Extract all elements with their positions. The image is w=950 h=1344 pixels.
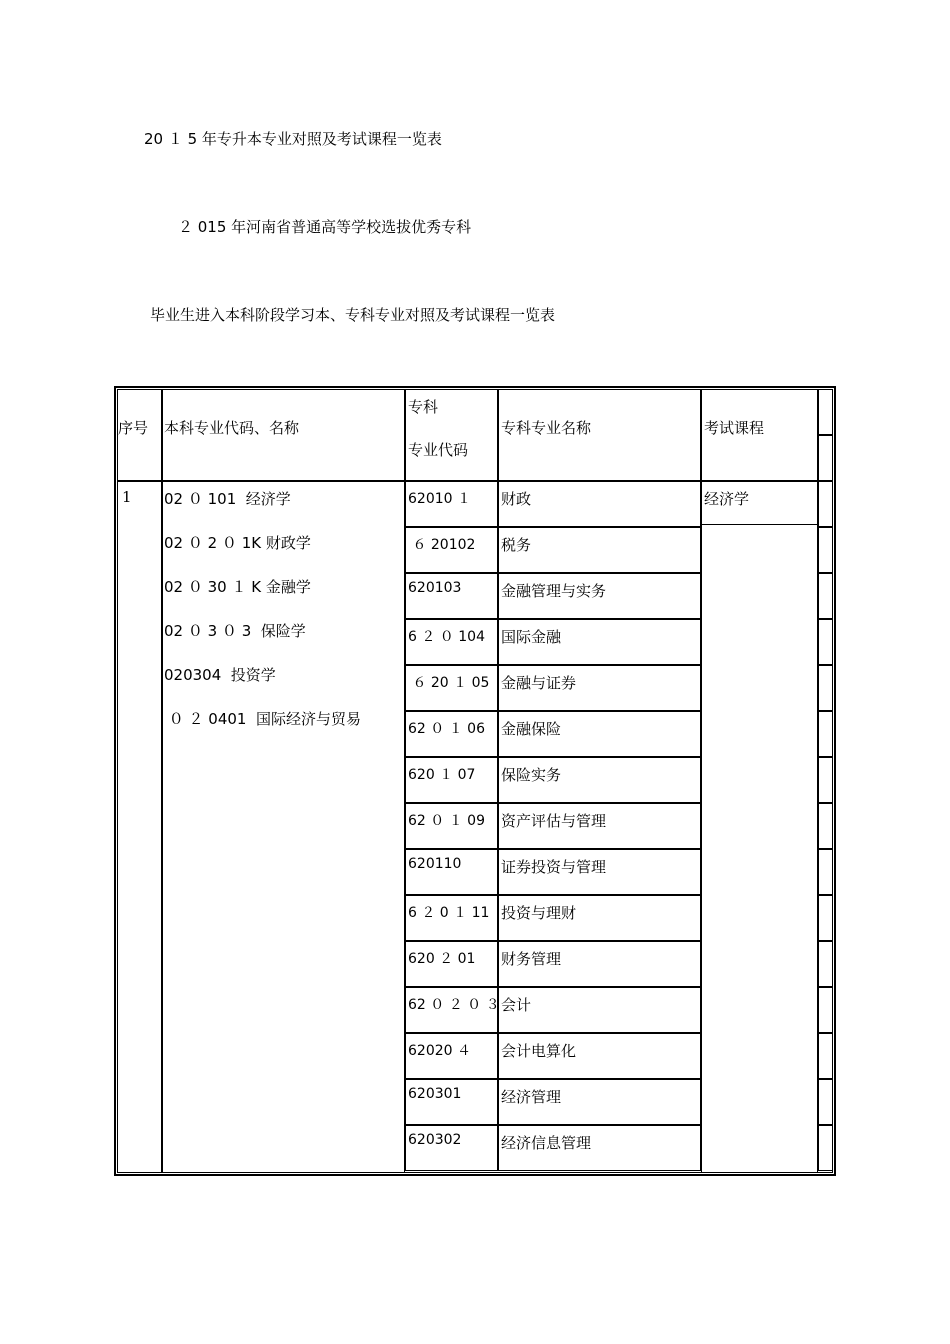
specialty-code: 620301: [408, 1086, 462, 1102]
right-strip-cell: [818, 573, 833, 619]
undergrad-major-item: 02 ０ 2 ０ 1K 财政学: [164, 534, 311, 552]
document-title: 20 １ 5 年专升本专业对照及考试课程一览表: [144, 130, 442, 148]
specialty-code: 6 ２ 0 １ 11: [408, 905, 490, 921]
specialty-code: 620110: [408, 856, 462, 872]
right-strip-cell: [818, 803, 833, 849]
document-subtitle-line-1: ２ 015 年河南省普通高等学校选拔优秀专科: [178, 218, 472, 236]
header-code-line1: 专科: [408, 398, 439, 416]
undergrad-major-item: 02 ０ 3 ０ 3 保险学: [164, 622, 306, 640]
right-strip-cell: [818, 895, 833, 941]
specialty-name: 税务: [501, 536, 532, 554]
group-seq: 1: [122, 488, 132, 506]
specialty-name: 经济信息管理: [501, 1134, 592, 1152]
specialty-code: 620 ２ 01: [408, 951, 476, 967]
right-strip-cell: [818, 481, 833, 527]
header-undergrad: 本科专业代码、名称: [164, 419, 300, 437]
specialty-code: 6 ２ ０ 104: [408, 629, 485, 645]
undergrad-major-item: 02 ０ 30 １ K 金融学: [164, 578, 311, 596]
undergrad-major-item: ０ ２ 0401 国际经济与贸易: [164, 710, 362, 728]
specialty-name: 经济管理: [501, 1088, 562, 1106]
specialty-name: 投资与理财: [501, 904, 577, 922]
specialty-name: 国际金融: [501, 628, 562, 646]
specialty-code: 62020 ４: [408, 1043, 471, 1059]
right-strip-cell: [818, 1079, 833, 1125]
document-subtitle-line-2: 毕业生进入本科阶段学习本、专科专业对照及考试课程一览表: [150, 306, 556, 324]
cell-seq: [117, 481, 162, 1173]
specialty-code: 62 ０ １ 06: [408, 721, 485, 737]
specialty-code: ６ 20 １ 05: [408, 675, 490, 691]
specialty-name: 财政: [501, 490, 532, 508]
specialty-name: 资产评估与管理: [501, 812, 607, 830]
header-exam: 考试课程: [704, 419, 765, 437]
specialty-name: 财务管理: [501, 950, 562, 968]
specialty-name: 会计电算化: [501, 1042, 577, 1060]
specialty-code: 62 ０ ２ ０ ３: [408, 997, 500, 1013]
header-name: 专科专业名称: [501, 419, 592, 437]
undergrad-major-item: 020304 投资学: [164, 666, 276, 684]
specialty-name: 保险实务: [501, 766, 562, 784]
specialty-code: 62 ０ １ 09: [408, 813, 485, 829]
header-seq: 序号: [118, 419, 149, 437]
right-strip-cell: [818, 527, 833, 573]
specialty-name: 金融保险: [501, 720, 562, 738]
right-strip-cell: [818, 711, 833, 757]
right-strip-cell: [818, 987, 833, 1033]
specialty-name: 证券投资与管理: [501, 858, 607, 876]
specialty-name: 会计: [501, 996, 532, 1014]
specialty-code: 620103: [408, 580, 462, 596]
cell-exam-continuation: [701, 525, 818, 1173]
specialty-code: 620 １ 07: [408, 767, 476, 783]
right-strip-cell: [818, 757, 833, 803]
right-strip-cell: [818, 941, 833, 987]
group-exam: 经济学: [704, 490, 750, 508]
specialty-name: 金融管理与实务: [501, 582, 607, 600]
right-strip-cell: [818, 1033, 833, 1079]
header-code-line2: 专业代码: [408, 441, 469, 459]
right-strip-cell: [818, 665, 833, 711]
major-comparison-table: [114, 386, 836, 1176]
right-strip-cell: [818, 1125, 833, 1171]
specialty-name: 金融与证券: [501, 674, 577, 692]
specialty-code: 620302: [408, 1132, 462, 1148]
specialty-code: 62010 １: [408, 491, 471, 507]
right-strip-cell: [818, 619, 833, 665]
right-strip-cell: [818, 849, 833, 895]
specialty-code: ６ 20102: [408, 537, 476, 553]
undergrad-major-item: 02 ０ 101 经济学: [164, 490, 291, 508]
